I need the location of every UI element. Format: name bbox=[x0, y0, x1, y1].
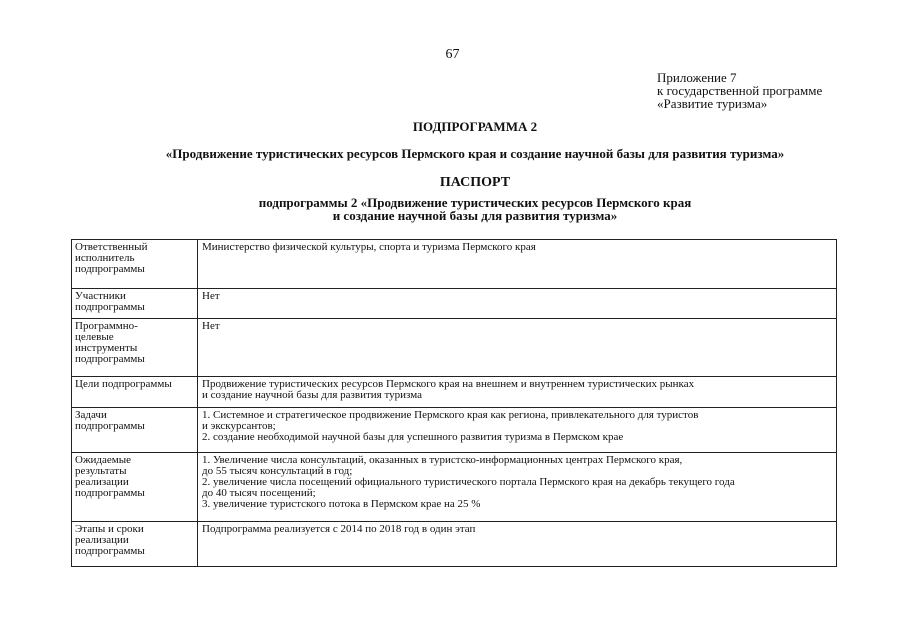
value-line: Подпрограмма реализуется с 2014 по 2018 год в один этап bbox=[202, 523, 476, 535]
row-value bbox=[198, 240, 837, 289]
label-line: Ответственный bbox=[75, 241, 148, 253]
row-label bbox=[72, 289, 198, 319]
label-line: подпрограммы bbox=[75, 353, 145, 365]
label-line: Ожидаемые bbox=[75, 454, 132, 466]
row-value bbox=[198, 408, 837, 453]
passport-title: ПАСПОРТ bbox=[439, 175, 511, 190]
row-value bbox=[198, 319, 837, 377]
value-line: и создание научной базы для развития туризма bbox=[202, 389, 422, 401]
appendix-line: Приложение 7 bbox=[657, 70, 737, 85]
value-line: до 40 тысяч посещений; bbox=[202, 487, 316, 499]
label-line: подпрограммы bbox=[75, 487, 145, 499]
value-line: 2. увеличение числа посещений официального туристического портала Пермского края на декабрь текущего года bbox=[202, 476, 735, 488]
label-line: подпрограммы bbox=[75, 263, 145, 275]
row-label bbox=[72, 377, 198, 408]
table-row-responsible bbox=[72, 240, 837, 289]
label-line: Участники bbox=[75, 290, 126, 302]
row-value bbox=[198, 289, 837, 319]
label-line: результаты bbox=[75, 465, 127, 477]
label-line: подпрограммы bbox=[75, 545, 145, 557]
value-line: 3. увеличение туристского потока в Пермском крае на 25 % bbox=[202, 498, 481, 510]
table-row-goals bbox=[72, 377, 837, 408]
passport-subtitle-line: подпрограммы 2 «Продвижение туристических ресурсов Пермского края bbox=[258, 195, 692, 210]
row-label bbox=[72, 408, 198, 453]
subprogram-name: «Продвижение туристических ресурсов Пермского края и создание научной базы для развития туризма» bbox=[165, 146, 785, 161]
page-number: 67 bbox=[445, 47, 460, 62]
row-value bbox=[198, 377, 837, 408]
value-line: Министерство физической культуры, спорта и туризма Пермского края bbox=[202, 241, 536, 253]
row-label bbox=[72, 522, 198, 567]
value-line: 2. создание необходимой научной базы для успешного развития туризма в Пермском крае bbox=[202, 431, 624, 443]
label-line: Этапы и сроки bbox=[75, 523, 144, 535]
label-line: целевые bbox=[75, 331, 114, 343]
row-label bbox=[72, 319, 198, 377]
value-line: 1. Системное и стратегическое продвижение Пермского края как региона, привлекательного для туристов bbox=[202, 409, 699, 421]
table-row-instruments bbox=[72, 319, 837, 377]
row-label bbox=[72, 240, 198, 289]
table-row-participants bbox=[72, 289, 837, 319]
label-line: реализации bbox=[75, 476, 129, 488]
value-line: до 55 тысяч консультаций в год; bbox=[202, 465, 353, 477]
label-line: Цели подпрограммы bbox=[75, 378, 172, 390]
row-label bbox=[72, 453, 198, 522]
appendix-line: «Развитие туризма» bbox=[657, 96, 768, 111]
appendix-line: к государственной программе bbox=[657, 83, 823, 98]
passport-subtitle-line: и создание научной базы для развития туризма» bbox=[332, 208, 618, 223]
row-value bbox=[198, 522, 837, 567]
label-line: исполнитель bbox=[75, 252, 135, 264]
value-line: Нет bbox=[202, 320, 220, 332]
label-line: инструменты bbox=[75, 342, 138, 354]
value-line: и экскурсантов; bbox=[202, 420, 276, 432]
appendix-note bbox=[657, 71, 822, 110]
label-line: подпрограммы bbox=[75, 301, 145, 313]
label-line: Программно- bbox=[75, 320, 138, 332]
label-line: подпрограммы bbox=[75, 420, 145, 432]
passport-subtitle bbox=[0, 196, 905, 222]
passport-table bbox=[71, 239, 837, 567]
label-line: реализации bbox=[75, 534, 129, 546]
table-row-expected-results bbox=[72, 453, 837, 522]
label-line: Задачи bbox=[75, 409, 107, 421]
value-line: Нет bbox=[202, 290, 220, 302]
table-row-tasks bbox=[72, 408, 837, 453]
table-row-stages bbox=[72, 522, 837, 567]
value-line: Продвижение туристических ресурсов Пермского края на внешнем и внутреннем туристических рынках bbox=[202, 378, 695, 390]
value-line: 1. Увеличение числа консультаций, оказанных в туристско-информационных центрах Пермского края, bbox=[202, 454, 683, 466]
row-value bbox=[198, 453, 837, 522]
subprogram-title: ПОДПРОГРАММА 2 bbox=[412, 119, 538, 134]
